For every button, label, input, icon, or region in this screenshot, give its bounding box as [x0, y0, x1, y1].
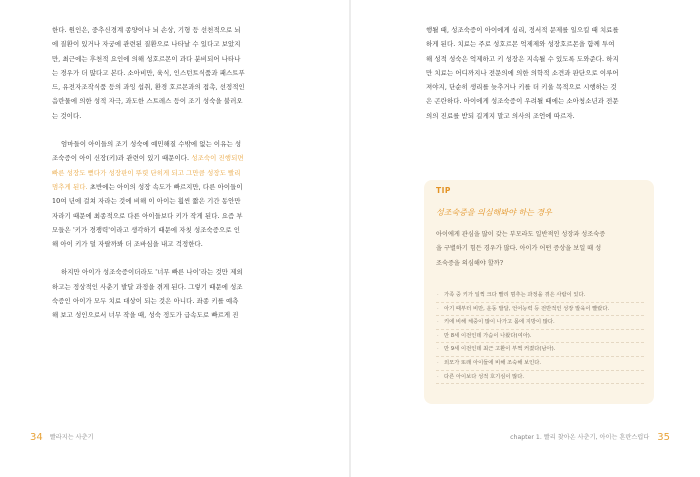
text-line: 에 질환이 있거나 자궁에 관련된 질환으로 나타날 수 있다고 보았지 — [52, 40, 241, 49]
text-line: 해 보고 성인으로서 너무 작을 때, 성숙 정도가 급속도로 빠르게 진 — [52, 311, 239, 320]
text-line: 하지만 아이가 성조숙증이더라도 '너무 빠른 나이'라는 것만 제외 — [61, 268, 243, 277]
left-body-text — [52, 23, 304, 323]
text-line: 하고는 정상적인 사춘기 발달 과정을 겪게 된다. 그렇기 때문에 성조 — [52, 282, 243, 291]
running-title: 빨라지는 사춘기 — [49, 434, 94, 441]
text-line: 음란물에 의한 성적 자극, 과도한 스트레스 등이 조기 성숙을 불러오 — [52, 97, 243, 106]
text-line — [52, 180, 304, 194]
page-number: 35 — [657, 432, 670, 443]
text-line: 10여 년에 걸쳐 자라는 것에 비해 이 아이는 훨씬 짧은 기간 동안만 — [52, 197, 241, 206]
tip-label: TIP — [436, 186, 451, 195]
text-line: 아이에게 관심을 많이 갖는 부모라도 일반적인 성장과 성조숙증 — [436, 231, 606, 238]
text-line — [52, 151, 304, 165]
text-line: 의의 진료를 받되 길게지 말고 의사의 조언에 따르자. — [426, 111, 575, 120]
text-line: 자라기 때문에 최종적으로 다른 아이들보다 키가 작게 된다. 요즘 부 — [52, 211, 243, 220]
list-item: · 외모가 또래 아이들에 비해 조숙해 보인다. — [436, 357, 644, 371]
text-line: 행될 때, 성조숙증이 아이에게 심리, 정서적 문제를 일으킬 때 치료를 — [426, 26, 619, 34]
running-title: chapter 1. 빨리 찾아온 사춘기, 아이는 혼란스럽다 — [510, 434, 650, 441]
list-item: · 다른 아이보다 성적 호기심이 많다. — [436, 371, 644, 385]
text-line: 숙증인 아이가 모두 치료 대상이 되는 것은 아니다. 좌종 키를 예측 — [52, 297, 239, 306]
right-footer — [510, 432, 670, 443]
text-segment: 조숙증이 아이 신장(키)과 관련이 있기 때문이다. — [52, 154, 192, 163]
highlighted-text-line: 빠른 성장도 뻗다가 성장판이 뚜렷 단히게 되고 그만큼 성장도 빨리 — [52, 168, 241, 177]
text-segment: 초반에는 아이의 성장 속도가 빠르지만, 다른 아이들이 — [89, 182, 243, 191]
tip-body — [436, 228, 642, 271]
text-line: 한다. 원인은, 중추신경계 종양이나 뇌 손상, 기형 등 선천적으로 뇌 — [52, 26, 241, 34]
tip-checklist — [436, 289, 644, 384]
left-footer — [30, 432, 94, 443]
tip-title: 성조숙증을 의심해봐야 하는 경우 — [436, 208, 552, 217]
text-line: 을 구별하기 힘든 경우가 많다. 아이가 어떤 증상을 보일 때 성 — [436, 245, 602, 253]
text-line: 모들은 '키가 경쟁력'이라고 생각하기 때문에 자칫 성조숙증으로 인 — [52, 225, 241, 234]
left-paragraph-2 — [52, 137, 304, 251]
text-line: 는 경우가 더 많다고 본다. 소아비만, 육식, 인스턴트식품과 패스트푸 — [52, 68, 245, 77]
list-item: · 만 8세 이전인데 가슴이 나왔다(여아). — [436, 330, 644, 344]
text-line: 은 곤란하다. 아이에게 성조숙증이 우려될 때에는 소아청소년과 전문 — [426, 97, 619, 106]
text-line: 만, 최근에는 후천적 요인에 의해 성호르몬이 과다 분비되어 나타나 — [52, 54, 241, 63]
left-paragraph-1 — [52, 23, 304, 123]
text-line: 엄마들이 아이들의 조기 성숙에 예민해질 수밖에 없는 이유는 성 — [61, 140, 242, 149]
left-paragraph-3 — [52, 265, 304, 322]
text-line: 해 성적 성숙은 억제하고 키 성장은 지속될 수 있도록 도와준다. 하지 — [426, 54, 619, 63]
list-item: · 키에 비해 체중이 많이 나가고 몸에 지방이 많다. — [436, 316, 644, 330]
right-paragraph-1 — [426, 23, 677, 123]
text-line: 하게 된다. 치료는 주로 성호르몬 억제제와 성장호르몬을 함께 투여 — [426, 40, 615, 49]
text-line: 만 치료는 어디까지나 전문의에 의한 의학적 소견과 판단으로 이루어 — [426, 68, 619, 77]
text-line: 해 아이 키가 덜 자랄까봐 더 조바심을 내고 걱정한다. — [52, 240, 203, 249]
highlighted-text: 멈추게 된다. — [52, 182, 90, 191]
highlighted-text: 성조숙이 진행되면 — [191, 154, 244, 163]
list-item: · 아기 때부터 비만, 운동 발달, 언어능력 등 전반적인 성장 발육이 빨랐다. — [436, 303, 644, 317]
text-line: 조숙증을 의심해야 할까? — [436, 259, 504, 267]
text-line: 드, 유전자조작식품 등의 과잉 섭취, 환경 호르몬과의 접촉, 선정적인 — [52, 83, 245, 92]
text-line: 는 것이다. — [52, 111, 82, 120]
page-number: 34 — [30, 432, 43, 443]
text-line: 져야지, 단순히 생리를 늦추거나 키를 더 키울 목적으로 시행하는 것 — [426, 83, 617, 92]
right-body-text — [426, 23, 677, 123]
tip-box — [424, 180, 654, 404]
list-item: · 만 9세 이전인데 최근 고환이 부쩍 커졌다(남아). — [436, 343, 644, 357]
list-item: · 가족 중 키가 일찍 크다 빨리 멈추는 과정을 겪은 사람이 있다. — [436, 289, 644, 303]
